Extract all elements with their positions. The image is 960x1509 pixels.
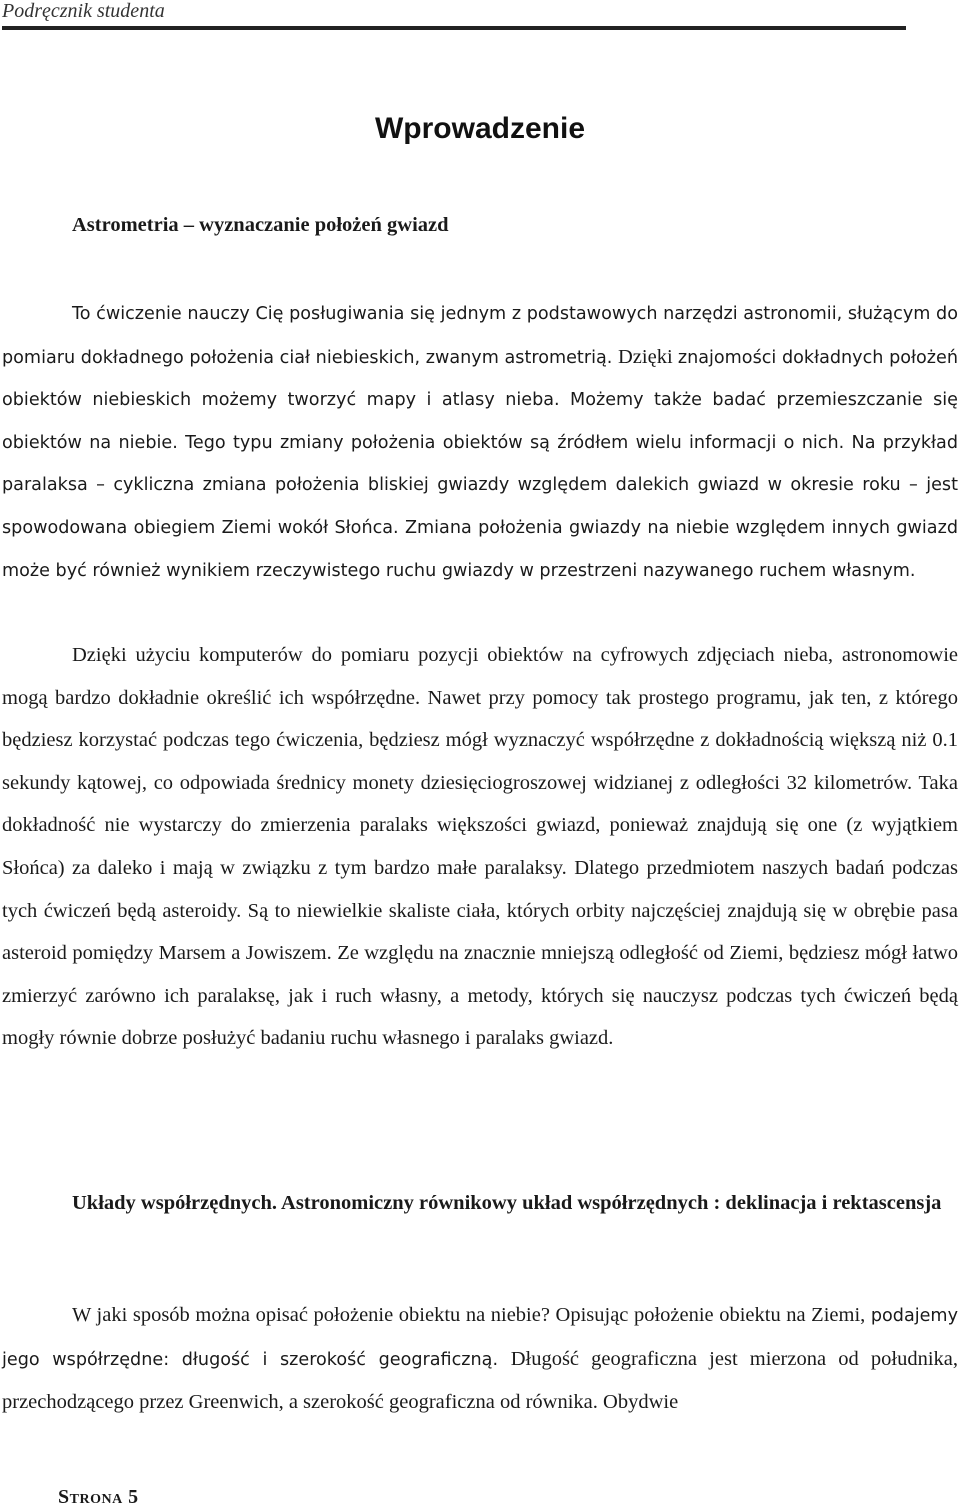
paragraph-3 <box>2 1294 958 1424</box>
paragraph-1-part-b: Dzięki <box>618 345 678 368</box>
paragraph-3-part-c: Długość geograficzna jest mierzona od południka, przechodzącego przez Greenwich, a szerokość geograficzna od równika. Obydwie <box>2 1347 958 1414</box>
paragraph-1-part-c: znajomości dokładnych położeń obiektów niebieskich możemy tworzyć mapy i atlasy nieba. Możemy także badać przemieszczanie się obiektów na niebie. Tego typu zmiany położenia obiektów są źródłem wielu informacji o nich. Na przykład paralaksa – cykliczna zmiana położenia bliskiej gwiazdy względem dalekich gwiazd w okresie roku – jest spowodowana obiegiem Ziemi wokół Słońca. Zmiana położenia gwiazdy na niebie względem innych gwiazd może być również wynikiem rzeczywistego ruchu gwiazdy w przestrzeni nazywanego ruchem własnym. <box>2 347 958 581</box>
header-rule <box>2 26 906 30</box>
paragraph-3-part-a: W jaki sposób można opisać położenie obiektu na niebie? Opisując położenie obiektu na Ziemi, <box>72 1304 871 1326</box>
paragraph-3-part-b: podajemy jego współrzędne: długość i szerokość geograficzną. <box>2 1306 958 1370</box>
section-heading: Astrometria – wyznaczanie położeń gwiazd <box>72 214 449 236</box>
paragraph-1 <box>2 293 958 592</box>
paragraph-1-part-a: To ćwiczenie nauczy Cię posługiwania się jednym z podstawowych narzędzi astronomii, służącym do pomiaru dokładnego położenia ciał niebieskich, zwanym astrometrią. <box>2 304 958 368</box>
page-title: Wprowadzenie <box>374 112 585 145</box>
subsection-heading: Układy współrzędnych. Astronomiczny równikowy układ współrzędnych : deklinacja i rektascensja <box>72 1192 942 1214</box>
paragraph-2: Dzięki użyciu komputerów do pomiaru pozycji obiektów na cyfrowych zdjęciach nieba, astronomowie mogą bardzo dokładnie określić ich współrzędne. Nawet przy pomocy tak prostego programu, jak ten, z którego będziesz korzystać podczas tego ćwiczenia, będziesz mógł wyznaczyć współrzędne z dokładnością większą niż 0.1 sekundy kątowej, co odpowiada średnicy monety dziesięciogroszowej widzianej z odległości 32 kilometrów. Taka dokładność nie wystarczy do zmierzenia paralaks większości gwiazd, ponieważ znajdują się one (z wyjątkiem Słońca) za daleko i mają w związku z tym bardzo małe paralaksy. Dlatego przedmiotem naszych badań podczas tych ćwiczeń będą asteroidy. Są to niewielkie skaliste ciała, których orbity najczęściej znajdują się w obrębie pasa asteroid pomiędzy Marsem a Jowiszem. Ze względu na znacznie mniejszą odległość od Ziemi, będziesz mógł łatwo zmierzyć zarówno ich paralaksę, jak i ruch własny, a metody, których się nauczysz podczas tych ćwiczeń będą mogły równie dobrze posłużyć badaniu ruchu własnego i paralaks gwiazd. <box>2 644 958 1050</box>
running-title: Podręcznik studenta <box>2 0 165 22</box>
page-number: Strona 5 <box>58 1486 139 1508</box>
